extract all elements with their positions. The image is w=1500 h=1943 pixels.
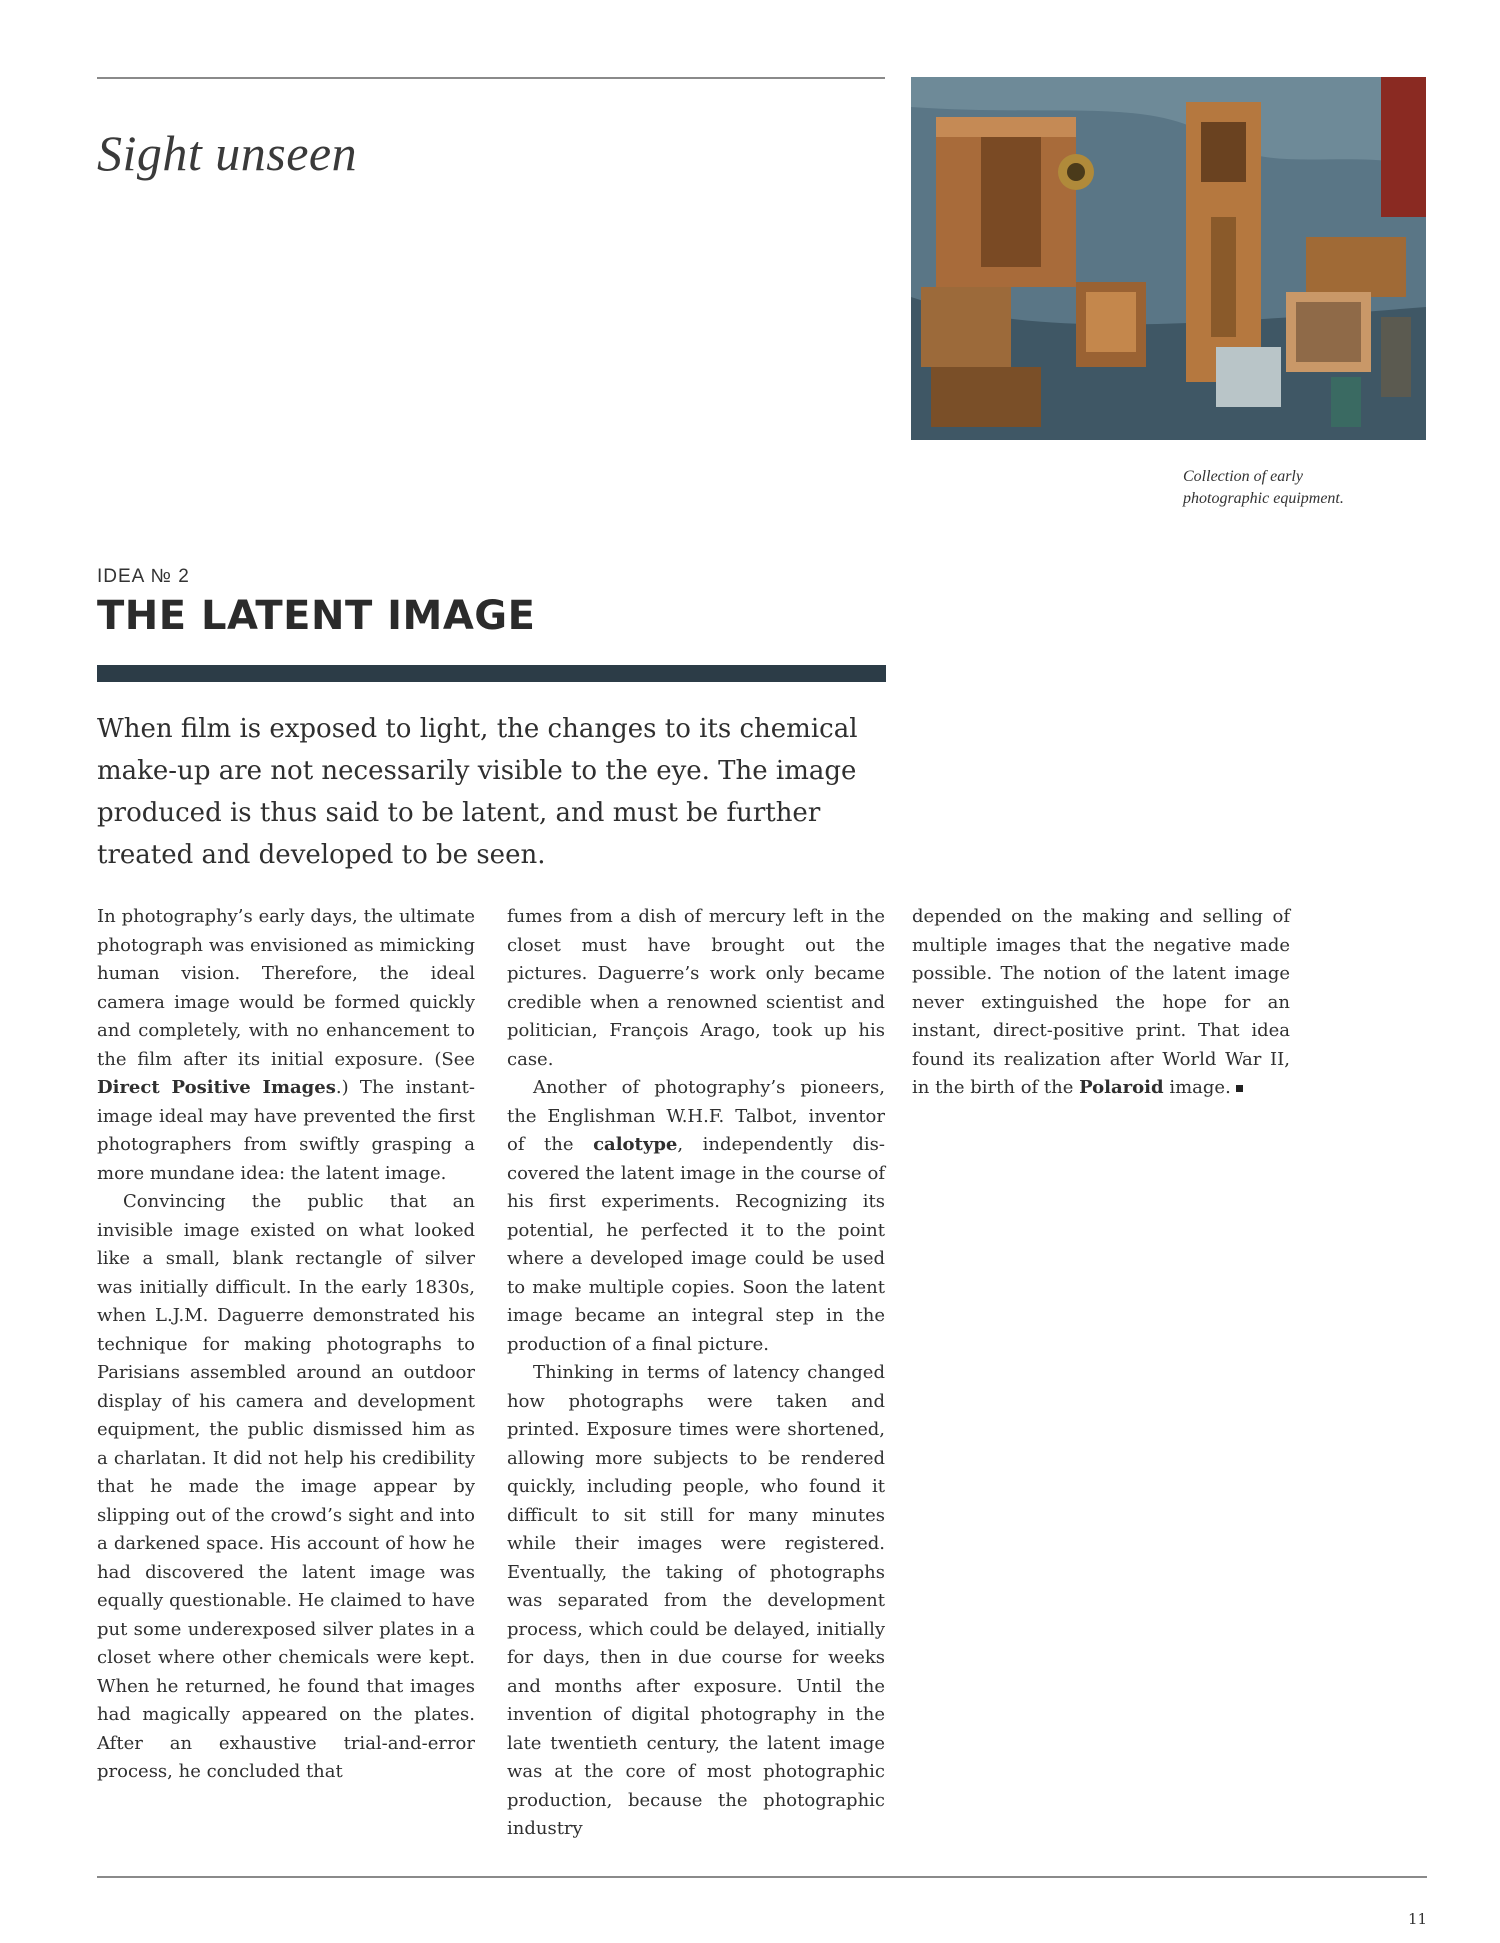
lead-paragraph: When film is exposed to light, the changes to its chemical make-up are not necessarily visible to the eye. The image produced is thus said to be latent, and must be further treated and developed to be seen. <box>97 714 858 870</box>
cross-reference-term: Direct Positive Images <box>97 1077 336 1098</box>
page-number: 11 <box>1408 1910 1428 1928</box>
top-rule <box>97 77 885 79</box>
body-text: image. <box>1163 1077 1231 1098</box>
equipment-photo <box>911 77 1426 440</box>
body-text: In photography’s early days, the ultimate photograph was envisioned as mimicking human vision. Therefore, the ideal camera image would be formed quickly and completely, with no enhancement to the film after its initial exposure. (See <box>97 906 475 1070</box>
cross-reference-term: Polaroid <box>1079 1077 1164 1098</box>
body-column-2 <box>507 903 885 1844</box>
body-paragraph: Convincing the public that an invisible image existed on what looked like a small, blank rectangle of silver was initially difficult. In the early 1830s, when L.J.M. Daguerre demonstrated his technique for making photographs to Parisians assembled around an outdoor display of his camera and development equipment, the public dismissed him as a charlatan. It did not help his credibility that he made the image appear by slipping out of the crowd’s sight and into a darkened space. His account of how he had discovered the latent image was equally questionable. He claimed to have put some underexposed silver plates in a closet where other chemicals were kept. When he returned, he found that images had magically appeared on the plates. After an exhaustive trial-and-error process, he concluded that <box>97 1191 475 1782</box>
end-of-article-icon <box>1236 1085 1243 1092</box>
body-column-3 <box>912 903 1290 1103</box>
body-paragraph: Thinking in terms of latency changed how photographs were taken and printed. Exposure times were shortened, allowing more subjects to be rendered quickly, including people, who found it difficult to sit still for many minutes while their images were registered. Eventually, the taking of photographs was separated from the development process, which could be delayed, initially for days, then in due course for weeks and months after exposure. Until the invention of digital photography in the late twentieth century, the latent image was at the core of most photographic production, because the photographic industry <box>507 1362 885 1839</box>
cross-reference-term: calotype <box>593 1134 678 1155</box>
body-text: depended on the making and selling of multiple images that the negative made possible. The notion of the latent image never extinguished the hope for an instant, direct-positive print. That idea found its realization after World War II, in the birth of the <box>912 906 1290 1098</box>
caption-line: photographic equipment. <box>1183 490 1344 507</box>
body-column-1 <box>97 903 475 1787</box>
body-text: Another of photography’s pioneers, the Englishman W.H.F. Talbot, inventor of the <box>507 1077 885 1155</box>
body-paragraph: fumes from a dish of mercury left in the closet must have brought out the pictures. Daguerre’s work only became credible when a renowned scientist and politician, François Arago, took up his case. <box>507 906 885 1070</box>
body-text: .) The instant-image ideal may have prevented the first photographers from swiftly grasping a more mundane idea: the latent image. <box>97 1077 475 1184</box>
body-paragraph <box>97 903 475 1188</box>
body-paragraph <box>507 1074 885 1359</box>
headline-bar <box>97 665 886 682</box>
idea-kicker: IDEA № 2 <box>97 566 190 587</box>
bottom-rule <box>97 1876 1427 1878</box>
article-headline: THE LATENT IMAGE <box>97 593 536 639</box>
caption-line: Collection of early <box>1183 468 1303 485</box>
body-paragraph <box>912 903 1290 1103</box>
section-title: Sight unseen <box>97 125 358 181</box>
photo-caption <box>1183 466 1423 510</box>
body-text: , independently discovered the latent image in the course of his first experiments. Recognizing its potential, he perfected it to the point where a developed image could be used to make multiple copies. Soon the latent image became an integral step in the production of a final picture. <box>507 1134 886 1355</box>
